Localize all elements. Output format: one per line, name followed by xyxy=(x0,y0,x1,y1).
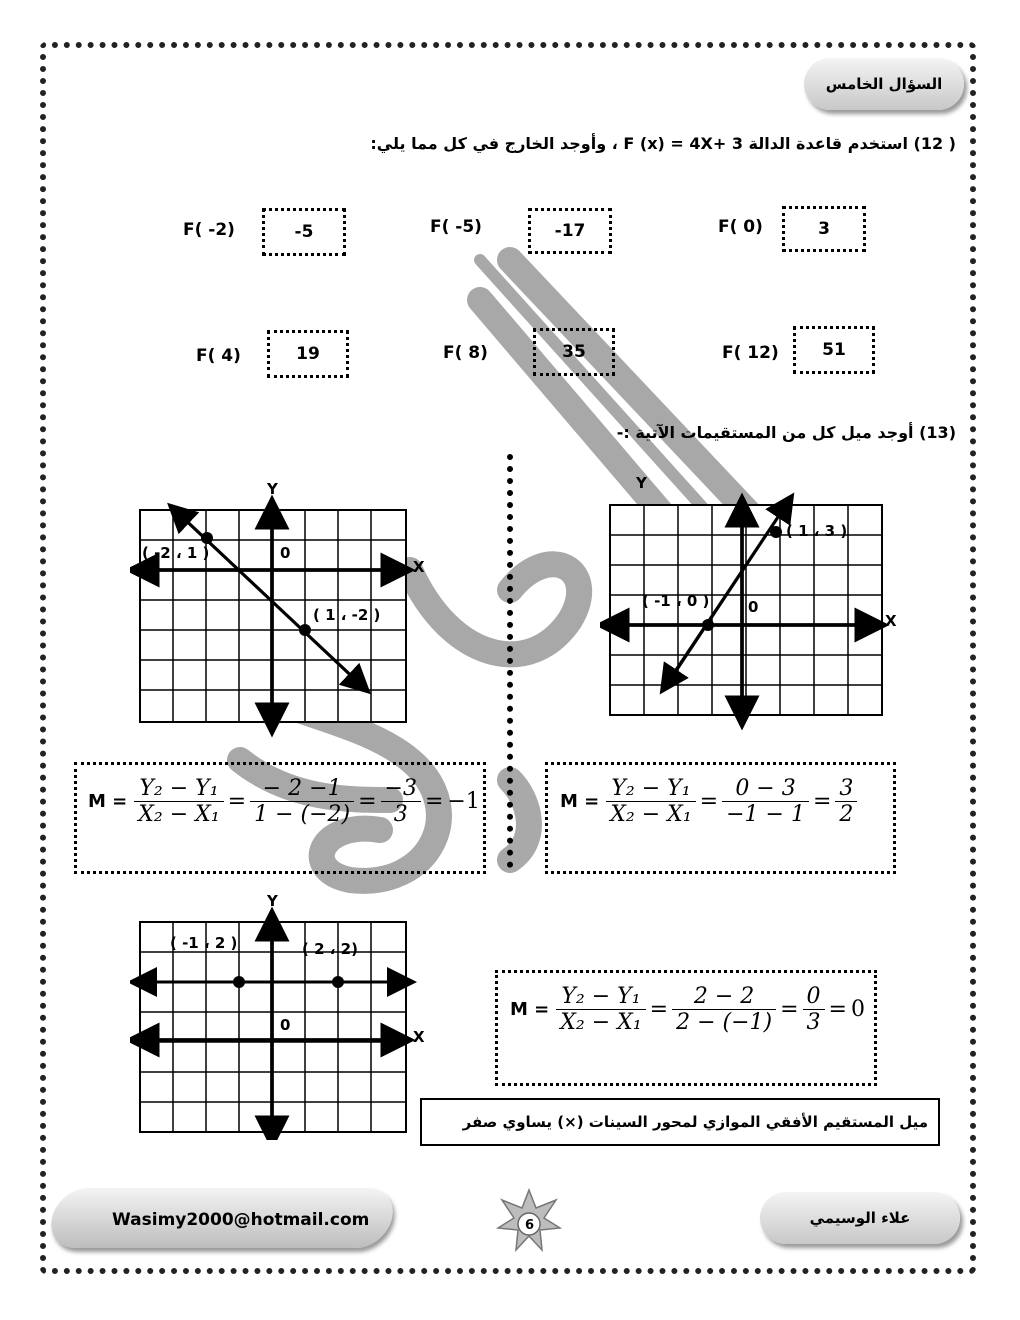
f-answer-box-5: 19 xyxy=(267,330,349,378)
f-answer-box-0: 3 xyxy=(782,206,866,252)
note-box xyxy=(420,1098,940,1146)
x-label-1: X xyxy=(885,612,897,630)
x-label-3: X xyxy=(413,1028,425,1046)
author-pill xyxy=(760,1192,960,1244)
point-1b xyxy=(770,526,782,538)
question-13-text: (13) أوجد ميل كل من المستقيمات الآتية :- xyxy=(616,423,956,442)
point-1a xyxy=(702,619,714,631)
section-title: السؤال الخامس xyxy=(825,75,943,93)
email-text: Wasimy2000@hotmail.com xyxy=(112,1210,370,1230)
origin-label-2: 0 xyxy=(280,544,291,562)
f-label-5: F( 4) xyxy=(196,346,241,366)
origin-label-3: 0 xyxy=(280,1016,291,1034)
author-name: علاء الوسيمي xyxy=(809,1209,911,1227)
graph-2 xyxy=(130,478,440,748)
column-divider xyxy=(507,454,513,868)
point-2b xyxy=(299,624,311,636)
f-answer-box-4: 35 xyxy=(533,328,615,376)
point-1a-label: ( -1 ، 0 ) xyxy=(642,592,710,610)
f-label-4: F( 8) xyxy=(443,343,488,363)
slope-formula-3: M = $\frac{\text{Y₂ − Y₁}}{\text{X₂ − X₁}}$ = $\frac{2 - 2}{2 - (-1)}$ = $\frac{0}{3}$ = 0 xyxy=(510,984,865,1035)
f-label-2: F( -2) xyxy=(183,220,235,240)
page-number: 6 xyxy=(525,1218,535,1233)
f-answer-box-2: -5 xyxy=(262,208,346,256)
point-2b-label: ( 1 ، -2 ) xyxy=(313,606,381,624)
slope-formula-1: M = $\frac{\text{Y₂ − Y₁}}{\text{X₂ − X₁}}$ = $\frac{0 - 3}{-1 - 1}$ = $\frac{3}{2}$ xyxy=(560,776,857,827)
page-number-badge xyxy=(496,1188,562,1254)
x-label-2: X xyxy=(413,558,425,576)
f-answer-box-3: 51 xyxy=(793,326,875,374)
point-1b-label: ( 1 ، 3 ) xyxy=(786,522,848,540)
y-label-3: Y xyxy=(267,892,278,910)
point-2a xyxy=(201,532,213,544)
point-2a-label: ( -2 ، 1 ) xyxy=(142,544,210,562)
question-12-text: ( 12) استخدم قاعدة الدالة F (x) = 4X+ 3 ، وأوجد الخارج في كل مما يلي: xyxy=(370,134,956,153)
f-label-3: F( 12) xyxy=(722,343,779,363)
graph-3 xyxy=(130,890,440,1140)
f-label-0: F( 0) xyxy=(718,217,763,237)
f-answer-box-1: -17 xyxy=(528,208,612,254)
f-label-1: F( -5) xyxy=(430,217,482,237)
section-title-pill xyxy=(804,58,964,110)
point-3a-label: ( -1 ، 2 ) xyxy=(170,934,238,952)
y-label-2: Y xyxy=(267,480,278,498)
slope-formula-2: M = $\frac{\text{Y₂ − Y₁}}{\text{X₂ − X₁}}$ = $\frac{- 2 -1}{1 - (-2)}$ = $\frac{-3}{3}$ = −1 xyxy=(88,776,480,827)
point-3b xyxy=(332,976,344,988)
note-text: ميل المستقيم الأفقي الموازي لمحور السينات (×) يساوي صفر xyxy=(462,1113,928,1131)
graph-1 xyxy=(600,470,910,750)
y-label-1: Y xyxy=(636,474,647,492)
point-3a xyxy=(233,976,245,988)
origin-label-1: 0 xyxy=(748,598,759,616)
point-3b-label: ( 2 ، 2) xyxy=(302,940,358,958)
